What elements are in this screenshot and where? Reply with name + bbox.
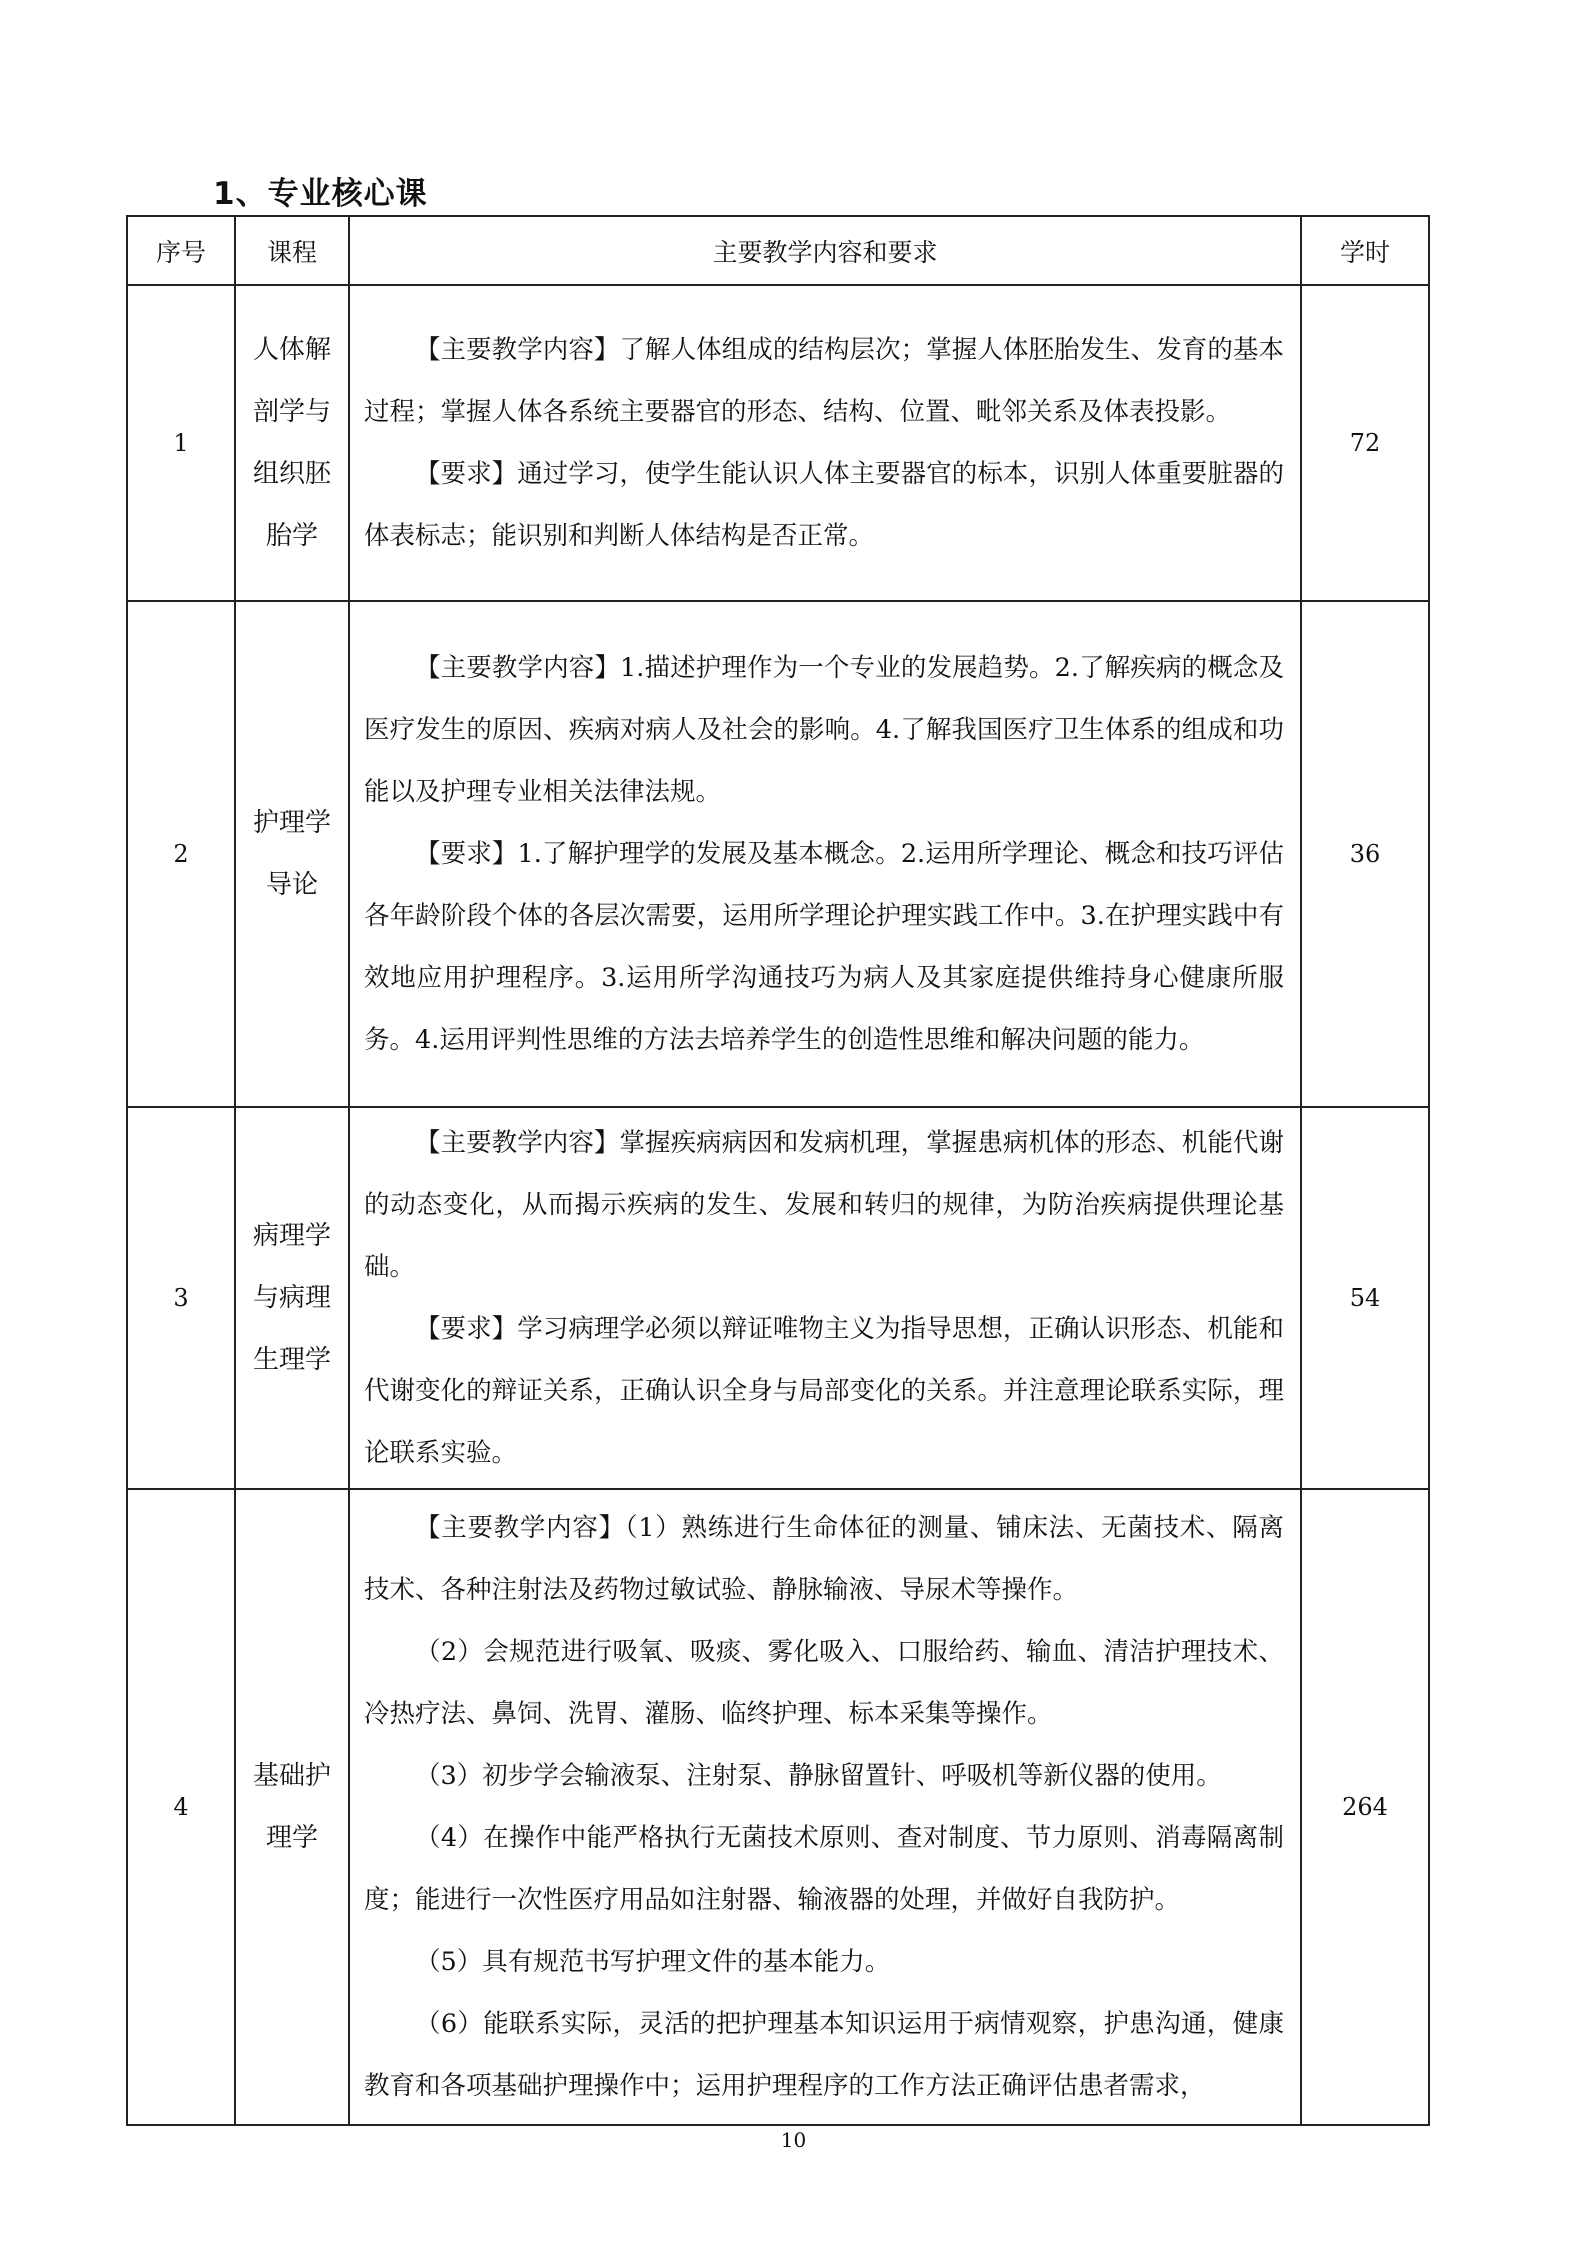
course-name: 人体解剖学与组织胚胎学 — [252, 335, 331, 551]
content-paragraph: （4）在操作中能严格执行无菌技术原则、查对制度、节力原则、消毒隔离制度；能进行一次性医疗用品如注射器、输液器的处理，并做好自我防护。 — [364, 1823, 1284, 1915]
course-content — [349, 1489, 1301, 2125]
header-no: 序号 — [127, 216, 235, 285]
course-name-cell — [235, 601, 349, 1107]
course-hours: 36 — [1301, 601, 1429, 1107]
content-paragraph: （6）能联系实际，灵活的把护理基本知识运用于病情观察，护患沟通，健康教育和各项基础护理操作中；运用护理程序的工作方法正确评估患者需求， — [364, 2009, 1284, 2101]
content-paragraph: 【主要教学内容】1.描述护理作为一个专业的发展趋势。2.了解疾病的概念及医疗发生的原因、疾病对病人及社会的影响。4.了解我国医疗卫生体系的组成和功能以及护理专业相关法律法规。 — [364, 653, 1284, 807]
row-number: 3 — [127, 1107, 235, 1489]
content-paragraph: 【主要教学内容】掌握疾病病因和发病机理，掌握患病机体的形态、机能代谢的动态变化，从而揭示疾病的发生、发展和转归的规律，为防治疾病提供理论基础。 — [364, 1128, 1284, 1282]
course-hours: 54 — [1301, 1107, 1429, 1489]
content-paragraph: 【要求】通过学习，使学生能认识人体主要器官的标本，识别人体重要脏器的体表标志；能识别和判断人体结构是否正常。 — [364, 459, 1284, 551]
table-row — [127, 601, 1429, 1107]
course-hours: 72 — [1301, 285, 1429, 601]
header-content: 主要教学内容和要求 — [349, 216, 1301, 285]
content-paragraph: 【要求】1.了解护理学的发展及基本概念。2.运用所学理论、概念和技巧评估各年龄阶段个体的各层次需要，运用所学理论护理实践工作中。3.在护理实践中有效地应用护理程序。3.运用所学沟通技巧为病人及其家庭提供维持身心健康所服务。4.运用评判性思维的方法去培养学生的创造性思维和解决问题的能力。 — [364, 839, 1284, 1055]
header-course: 课程 — [235, 216, 349, 285]
core-course-table — [126, 215, 1430, 2126]
course-name-cell — [235, 1107, 349, 1489]
content-paragraph: （3）初步学会输液泵、注射泵、静脉留置针、呼吸机等新仪器的使用。 — [415, 1761, 1222, 1791]
content-paragraph: （2）会规范进行吸氧、吸痰、雾化吸入、口服给药、输血、清洁护理技术、冷热疗法、鼻饲、洗胃、灌肠、临终护理、标本采集等操作。 — [364, 1637, 1284, 1729]
course-name: 病理学与病理生理学 — [252, 1221, 331, 1375]
table-row — [127, 1107, 1429, 1489]
course-content — [349, 601, 1301, 1107]
table-header-row — [127, 216, 1429, 285]
course-name: 护理学导论 — [252, 808, 331, 900]
page-number: 10 — [780, 2128, 807, 2152]
course-hours: 264 — [1301, 1489, 1429, 2125]
row-number: 2 — [127, 601, 235, 1107]
course-name-cell — [235, 285, 349, 601]
table-row — [127, 1489, 1429, 2125]
content-paragraph: 【要求】学习病理学必须以辩证唯物主义为指导思想，正确认识形态、机能和代谢变化的辩证关系，正确认识全身与局部变化的关系。并注意理论联系实际，理论联系实验。 — [364, 1314, 1284, 1468]
course-name: 基础护理学 — [252, 1761, 331, 1853]
row-number: 4 — [127, 1489, 235, 2125]
course-content — [349, 1107, 1301, 1489]
course-name-cell — [235, 1489, 349, 2125]
section-heading: 1、专业核心课 — [213, 176, 428, 212]
content-paragraph: （5）具有规范书写护理文件的基本能力。 — [415, 1947, 891, 1977]
content-paragraph: 【主要教学内容】（1）熟练进行生命体征的测量、铺床法、无菌技术、隔离技术、各种注射法及药物过敏试验、静脉输液、导尿术等操作。 — [364, 1513, 1284, 1605]
content-paragraph: 【主要教学内容】了解人体组成的结构层次；掌握人体胚胎发生、发育的基本过程；掌握人体各系统主要器官的形态、结构、位置、毗邻关系及体表投影。 — [364, 335, 1284, 427]
course-content — [349, 285, 1301, 601]
header-hours: 学时 — [1301, 216, 1429, 285]
row-number: 1 — [127, 285, 235, 601]
table-row — [127, 285, 1429, 601]
